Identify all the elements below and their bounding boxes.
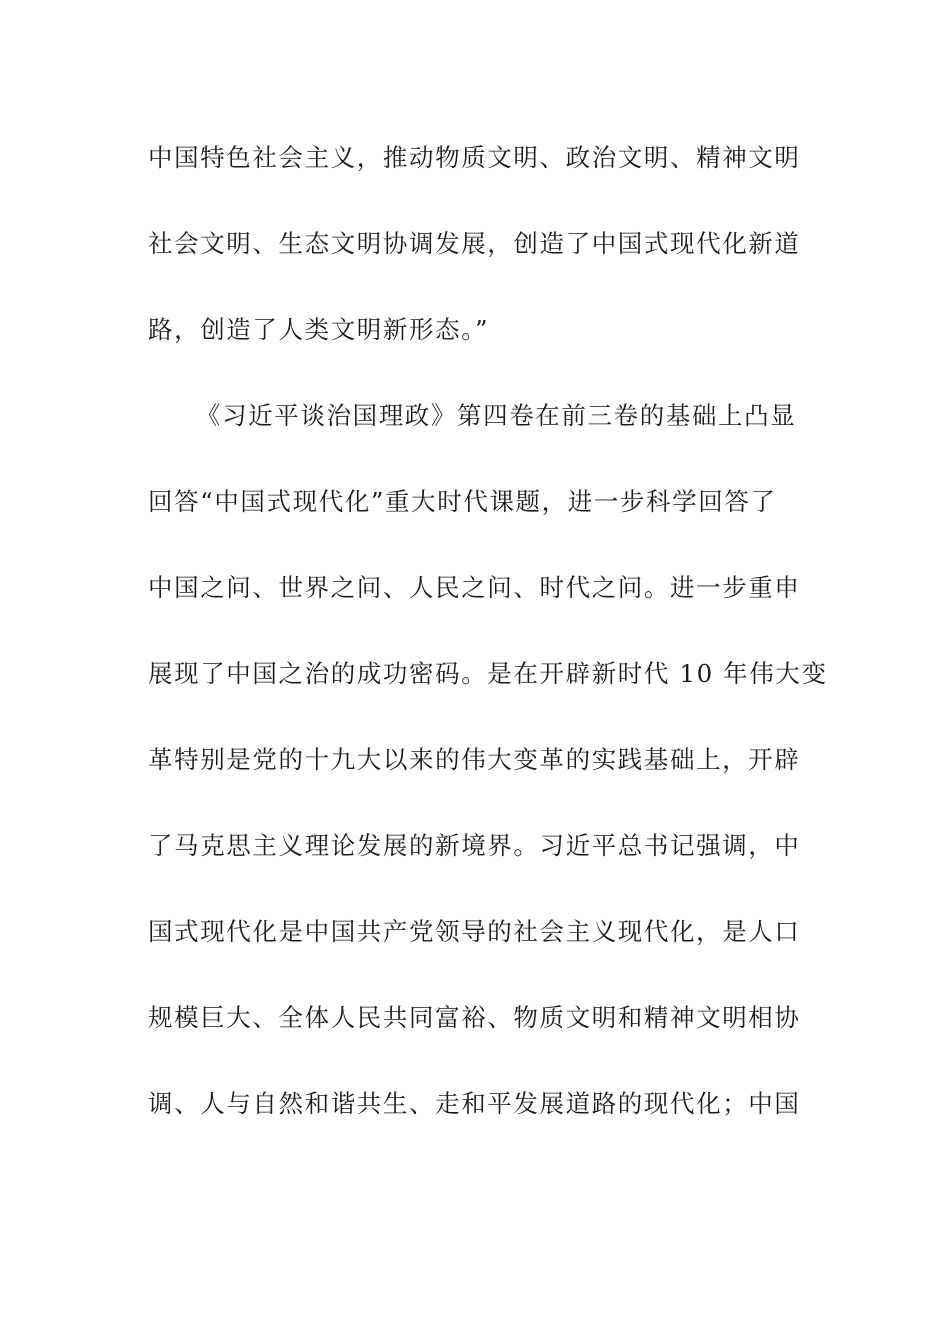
paragraph-line: 路，创造了人类文明新形态。” (148, 315, 490, 344)
paragraph-line: 国式现代化是中国共产党领导的社会主义现代化，是人口 (148, 917, 801, 946)
paragraph-line: 中国特色社会主义，推动物质文明、政治文明、精神文明 (148, 143, 801, 172)
paragraph-line: 社会文明、生态文明协调发展，创造了中国式现代化新道 (148, 229, 801, 258)
paragraph-line: 了马克思主义理论发展的新境界。习近平总书记强调，中 (148, 831, 801, 860)
paragraph-first-line: 《习近平谈治国理政》第四卷在前三卷的基础上凸显 (196, 401, 797, 430)
paragraph-line: 回答“中国式现代化”重大时代课题，进一步科学回答了 (148, 487, 777, 516)
paragraph-line: 展现了中国之治的成功密码。是在开辟新时代 10 年伟大变 (148, 659, 828, 688)
paragraph-line: 中国之问、世界之问、人民之问、时代之问。进一步重申 (148, 573, 801, 602)
paragraph-line: 调、人与自然和谐共生、走和平发展道路的现代化；中国 (148, 1089, 801, 1118)
paragraph-line: 规模巨大、全体人民共同富裕、物质文明和精神文明相协 (148, 1003, 801, 1032)
paragraph-line: 革特别是党的十九大以来的伟大变革的实践基础上，开辟 (148, 745, 801, 774)
